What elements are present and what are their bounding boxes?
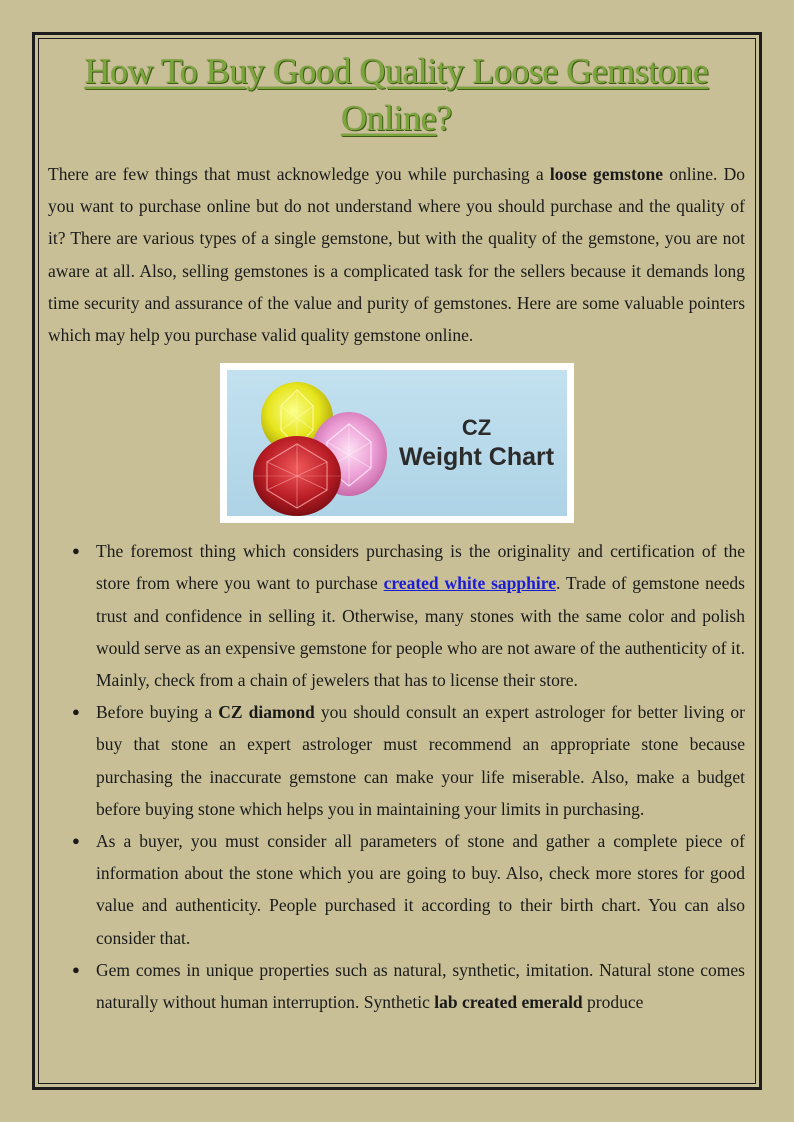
gemstones-illustration	[241, 372, 391, 516]
keyword-loose-gemstone: loose gemstone	[549, 164, 664, 184]
page-title	[48, 48, 745, 142]
keyword-cz-diamond: CZ diamond	[218, 702, 315, 723]
title-question-mark: ?	[436, 98, 452, 138]
title-line-2: Online	[341, 98, 437, 138]
list-item: ● Gem comes in unique properties such as natural, synthetic, imitation. Natural stone comes naturally without human interruption. Synthetic lab created emerald produce	[48, 954, 745, 1018]
bullet-icon: ●	[72, 704, 80, 720]
cz-weight-chart-image	[220, 363, 574, 523]
figure-container	[48, 363, 745, 523]
intro-paragraph: There are few things that must acknowledge you while purchasing a loose gemstone online. Do you want to purchase online but do not understand where you should purchase and the quality of it? There are various types of a single gemstone, but with the quality of the gemstone, you are not aware at all. Also, selling gemstones is a complicated task for the sellers because it demands long time security and assurance of the value and purity of gemstones. Here are some valuable pointers which may help you purchase valid quality gemstone online.	[48, 164, 745, 346]
figure-caption	[382, 414, 567, 472]
created-white-sapphire-link[interactable]: created white sapphire	[383, 573, 556, 594]
list-item: ● The foremost thing which considers purchasing is the originality and certification of the store from where you want to purchase created white sapphire. Trade of gemstone needs trust and confidence in selling it. Otherwise, many stones with the same color and polish would serve as an expensive gemstone for people who are not aware of the authenticity of it. Mainly, check from a chain of jewelers that has to license their store.	[48, 535, 745, 696]
bullet-icon: ●	[72, 833, 80, 849]
red-gem-icon	[253, 436, 341, 516]
keyword-lab-created-emerald: lab created emerald	[434, 992, 583, 1013]
figure-background	[227, 370, 567, 516]
title-line-1: How To Buy Good Quality Loose Gemstone	[84, 51, 709, 91]
list-item: ● As a buyer, you must consider all parameters of stone and gather a complete piece of information about the stone which you are going to buy. Also, check more stores for good value and authenticity. People purchased it according to their birth chart. You can also consider that.	[48, 825, 745, 954]
bullet-icon: ●	[72, 543, 80, 559]
list-item: ● Before buying a CZ diamond you should consult an expert astrologer for better living or buy that stone an expert astrologer must recommend an appropriate stone because purchasing the inaccurate gemstone can make your life miserable. Also, make a budget before buying stone which helps you in maintaining your limits in purchasing.	[48, 696, 745, 825]
figure-caption-line-1: CZ	[461, 415, 492, 441]
document-body	[48, 48, 745, 1018]
bullet-icon: ●	[72, 961, 80, 977]
figure-caption-line-2: Weight Chart	[398, 443, 555, 472]
tips-list	[48, 535, 745, 1018]
